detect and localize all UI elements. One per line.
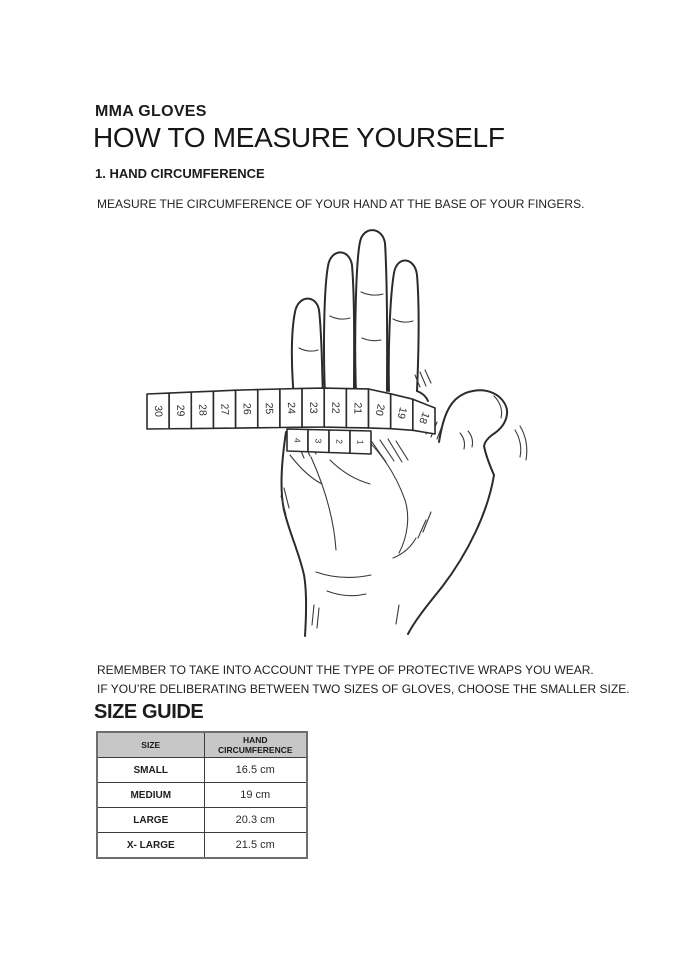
measuring-tape-overlap-end <box>287 429 371 454</box>
size-cell: LARGE <box>97 808 204 833</box>
tape-number: 28 <box>196 403 209 417</box>
table-row <box>97 833 307 859</box>
tape-number: 27 <box>218 403 231 416</box>
size-cell: SMALL <box>97 758 204 783</box>
index-finger <box>389 260 419 391</box>
palm-right-edge <box>408 475 494 634</box>
size-cell: MEDIUM <box>97 783 204 808</box>
tape-number: 29 <box>173 404 187 417</box>
tape-number: 2 <box>334 439 345 445</box>
size-column-header: SIZE <box>97 732 204 758</box>
note-line-2: IF YOU’RE DELIBERATING BETWEEN TWO SIZES OF GLOVES, CHOOSE THE SMALLER SIZE. <box>97 681 630 696</box>
page-title: HOW TO MEASURE YOURSELF <box>93 122 505 153</box>
tape-number: 26 <box>240 402 253 415</box>
hand-measurement-illustration <box>90 220 560 660</box>
tape-number: 1 <box>355 439 366 445</box>
tape-number: 20 <box>372 402 387 417</box>
tape-number: 30 <box>151 405 165 418</box>
thumb-outline <box>439 390 507 475</box>
measuring-tape <box>147 388 435 434</box>
pinky-finger <box>292 299 323 398</box>
measure-instruction-text: MEASURE THE CIRCUMFERENCE OF YOUR HAND AT THE BASE OF YOUR FINGERS. <box>97 197 585 211</box>
table-row <box>97 783 307 808</box>
middle-finger <box>355 230 387 393</box>
size-cell: X- LARGE <box>97 833 204 859</box>
size-table-header <box>97 732 307 758</box>
circumference-cell: 16.5 cm <box>204 758 307 783</box>
tape-number: 4 <box>292 437 303 443</box>
circumference-cell: 19 cm <box>204 783 307 808</box>
wrist-crease-1 <box>316 572 371 577</box>
reminder-notes <box>97 661 630 698</box>
table-row <box>97 758 307 783</box>
table-row <box>97 808 307 833</box>
tape-number: 23 <box>307 401 320 414</box>
circumference-cell: 21.5 cm <box>204 833 307 859</box>
palm-left-edge <box>282 432 306 636</box>
note-line-1: REMEMBER TO TAKE INTO ACCOUNT THE TYPE OF PROTECTIVE WRAPS YOU WEAR. <box>97 663 594 677</box>
tape-number: 24 <box>284 402 298 415</box>
tape-number: 22 <box>329 401 342 414</box>
tape-number: 25 <box>262 402 275 415</box>
wrist-crease-2 <box>327 591 366 596</box>
section-heading-hand-circumference: 1. HAND CIRCUMFERENCE <box>95 166 265 181</box>
hand-right-edge <box>417 391 428 401</box>
size-table <box>96 731 308 859</box>
tape-number: 21 <box>351 402 364 415</box>
size-guide-heading: SIZE GUIDE <box>94 701 204 723</box>
ring-finger <box>324 252 354 395</box>
tape-number: 3 <box>313 438 324 444</box>
brand-heading: MMA GLOVES <box>95 103 207 120</box>
tape-number: 18 <box>416 410 432 426</box>
circumference-cell: 20.3 cm <box>204 808 307 833</box>
size-table-body <box>97 758 307 859</box>
tape-number: 19 <box>394 405 409 421</box>
palm-crease-left <box>311 457 336 550</box>
circumference-column-header: HAND CIRCUMFERENCE <box>204 732 307 758</box>
